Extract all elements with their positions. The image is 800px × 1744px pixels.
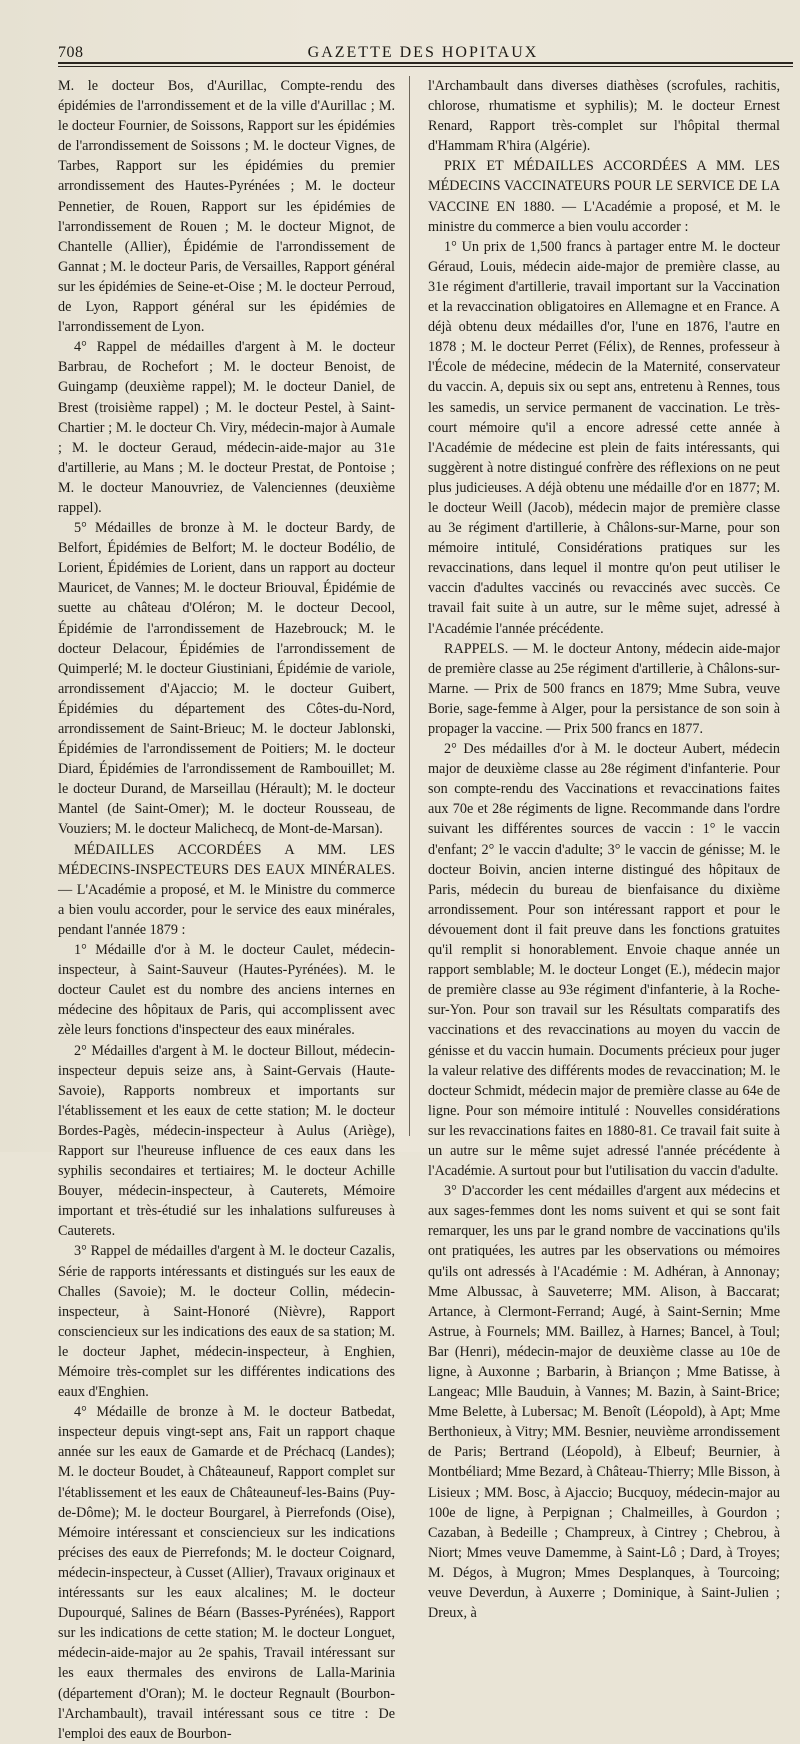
header-rule-thin (58, 66, 793, 67)
right-paragraph-6: 3° D'accorder les cent médailles d'argent aux médecins et aux sages-femmes dont les noms suivent et qui se sont fait remarquer, les uns par le grand nombre de vaccinations qu'ils ont pratiquées, les autres par les observations ou mémoires qu'ils ont adressés à l'Académie : M. Adhéran, à Annonay; Mme Albussac, à Sauveterre; MM. Alison, à Baccarat; Artance, à Clermont-Ferrand; Augé, à Saint-Sernin; Mme Astrue, à Fournels; MM. Baillez, à Harnes; Bancel, à Toul; Bar (Henri), médecin-major de deuxième classe au 10e de ligne, à Auxonne ; Barbarin, à Briançon ; Mme Batisse, à Langeac; Mlle Bauduin, à Vannes; M. Bazin, à Saint-Brice; Mme Belette, à Lubersac; M. Benoît (Léopold), à Apt; Mme Berthonieux, à Vitry; MM. Besnier, neuvième arrondissement de Paris; Bertrand (Léopold), à Elbeuf; Beurnier, à Montbéliard; Mme Bezard, à Château-Thierry; Mlle Bisson, à Lisieux ; MM. Bosc, à Ajaccio; Bucquoy, médecin-major au 100e de ligne, à Perpignan ; Chalmeilles, à Gourdon ; Cazaban, à Bedeille ; Champreux, à Cintrey ; Chebrou, à Niort; Mmes veuve Damemme, à Saint-Lô ; Dard, à Troyes; M. Dégos, à Mugron; Mmes Desplanques, à Tourcoing; veuve Deverdun, à Auxerre ; Dominique, à Saint-Julien ; Dreux, à (428, 1183, 780, 1622)
right-paragraph-1: l'Archambault dans diverses diathèses (scrofules, rachitis, chlorose, rhumatisme et syphilis); M. le docteur Ernest Renard, Rapport très-complet sur l'hôpital thermal d'Hammam R'hira (Algérie). (428, 78, 780, 155)
column-divider (409, 76, 410, 1136)
left-paragraph-5: 1° Médaille d'or à M. le docteur Caulet, médecin-inspecteur, à Saint-Sauveur (Hautes-Pyrénées). M. le docteur Caulet est du nombre des anciens internes en médecine des hôpitaux de Paris, qui accomplissent avec zèle leurs fonctions d'inspecteur des eaux minérales. (58, 942, 395, 1039)
left-paragraph-7: 3° Rappel de médailles d'argent à M. le docteur Cazalis, Série de rapports intéressants et distingués sur les eaux de Challes (Savoie); M. le docteur Collin, médecin-inspecteur, à Saint-Honoré (Nièvre), Rapport consciencieux sur les indications des eaux de sa station; M. le docteur Japhet, médecin-inspecteur, à Enghien, Mémoire très-complet sur les différentes indications des eaux d'Enghien. (58, 1243, 395, 1401)
left-column (58, 76, 395, 1742)
left-paragraph-4: MÉDAILLES ACCORDÉES A MM. LES MÉDECINS-INSPECTEURS DES EAUX MINÉRALES. — L'Académie a proposé, et M. le Ministre du commerce a bien voulu accorder, pour le service des eaux minérales, pendant l'année 1879 : (58, 841, 395, 938)
right-paragraph-4: RAPPELS. — M. le docteur Antony, médecin aide-major de première classe au 25e régiment d'artillerie, à Châlons-sur-Marne. — Prix de 500 francs en 1879; Mme Subra, veuve Borie, sage-femme à Alger, pour la persistance de son soin à propager la vaccine. — Prix 500 francs en 1877. (428, 640, 780, 737)
left-paragraph-3: 5° Médailles de bronze à M. le docteur Bardy, de Belfort, Épidémies de Belfort; M. le docteur Bodélio, de Lorient, Épidémies de Lorient, dans un rapport au docteur Mauricet, de Vannes; M. le docteur Briouval, Épidémie de suette au château d'Oléron; M. le docteur Decool, Épidémie de l'arrondissement de Hazebrouck; M. le docteur Delacour, Épidémies de l'arrondissement de Quimperlé; M. le docteur Giustiniani, Épidémie de variole, arrondissement d'Ajaccio; M. le docteur Guibert, Épidémies du département des Côtes-du-Nord, arrondissement de Saint-Brieuc; M. le docteur Jablonski, Épidémies de l'arrondissement de Poitiers; M. le docteur Diard, Épidémies de l'arrondissement de Rambouillet; M. le docteur Durand, de Marseillau (Hérault); M. le docteur Mantel (de Saint-Omer); M. le docteur Rousseau, de Vouziers; M. le docteur Malichecq, de Mont-de-Marsan). (58, 520, 395, 838)
right-column (428, 76, 780, 1622)
left-paragraph-2: 4° Rappel de médailles d'argent à M. le docteur Barbrau, de Rochefort ; M. le docteur Benoist, de Guingamp (deuxième rappel); M. le docteur Daniel, de Brest (troisième rappel) ; M. le docteur Pestel, à Saint-Chartier ; M. le docteur Ch. Viry, médecin-major à Aumale ; M. le docteur Geraud, médecin-aide-major au 31e d'artillerie, au Mans ; M. le docteur Prestat, de Pontoise ; M. le docteur Manouvriez, de Valenciennes (deuxième rappel). (58, 339, 395, 516)
right-paragraph-5: 2° Des médailles d'or à M. le docteur Aubert, médecin major de deuxième classe au 28e régiment d'infanterie. Pour son compte-rendu des Vaccinations et revaccinations faites aux 70e et 28e régiments de ligne. Recommande dans l'ordre suivant les différentes sources de vaccin : 1° le vaccin d'enfant; 2° le vaccin d'adulte; 3° le vaccin de génisse; M. le docteur Boivin, ancien interne distingué des hôpitaux de Paris, médecin du bureau de bienfaisance du dixième arrondissement. Pour son intéressant rapport et pour le dévouement dont il fait preuve dans les fonctions gratuites qu'il remplit si honorablement. Envoie chaque année un rapport semblable; M. le docteur Longet (E.), médecin major de première classe au 93e régiment d'infanterie, à la Roche-sur-Yon. Pour son travail sur les Résultats comparatifs des vaccinations et des revaccinations au moyen du vaccin de génisse et du vaccin humain. Documents précieux pour juger la valeur relative des différents modes de revaccination; M. le docteur Schmidt, médecin major de première classe au 64e de ligne. Pour son mémoire intitulé : Nouvelles considérations sur les revaccinations faites en 1880-81. Ce travail fait suite à un autre sur le même sujet adressé l'année précédente à l'Académie. A surtout pour but l'utilisation du vaccin d'adulte. (428, 741, 780, 1180)
header-rule-thick (58, 62, 793, 64)
page-number: 708 (58, 44, 84, 61)
running-head-title: GAZETTE DES HOPITAUX (307, 44, 539, 61)
left-paragraph-8: 4° Médaille de bronze à M. le docteur Batbedat, inspecteur depuis vingt-sept ans, Fait un rapport chaque année sur les eaux de Gamarde et de Préchacq (Landes); M. le docteur Boudet, à Châteauneuf, Rapport complet sur l'établissement et les eaux de Châteauneuf-les-Bains (Puy-de-Dôme); M. le docteur Bourgarel, à Pierrefonds (Oise), Mémoire intéressant et consciencieux sur les indications précises des eaux de Pierrefonds; M. le docteur Coignard, médecin-inspecteur, à Cusset (Allier), Travaux originaux et intéressants sur les eaux alcalines; M. le docteur Dupourqué, Salines de Béarn (Basses-Pyrénées), Rapport sur les indications de cette station; M. le docteur Longuet, médecin-aide-major au 2e spahis, Travail intéressant sur les eaux thermales des environs de Lalla-Marinia (département d'Oran); M. le docteur Regnault (Bourbon-l'Archambault), travail intéressant sous ce titre : De l'emploi des eaux de Bourbon- (58, 1404, 395, 1742)
right-paragraph-2: PRIX ET MÉDAILLES ACCORDÉES A MM. LES MÉDECINS VACCINATEURS POUR LE SERVICE DE LA VACCINE EN 1880. — L'Académie a proposé, et M. le ministre du commerce a bien voulu accorder : (428, 158, 780, 235)
left-paragraph-1: M. le docteur Bos, d'Aurillac, Compte-rendu des épidémies de l'arrondissement et de la ville d'Aurillac ; M. le docteur Fournier, de Soissons, Rapport sur les épidémies de l'arrondissement de Soissons ; M. le docteur Vignes, de Tarbes, Rapport sur les épidémies du premier arrondissement des Hautes-Pyrénées ; M. le docteur Pennetier, de Rouen, Rapport sur les épidémies de l'arrondissement de Rouen ; M. le docteur Mignot, de Chantelle (Allier), Épidémie de l'arrondissement de Gannat ; M. le docteur Paris, de Versailles, Rapport général sur les épidémies de Seine-et-Oise ; M. le docteur Perroud, de Lyon, Rapport général sur les épidémies de l'arrondissement de Lyon. (58, 78, 395, 336)
left-paragraph-6: 2° Médailles d'argent à M. le docteur Billout, médecin-inspecteur depuis seize ans, à Saint-Gervais (Haute-Savoie), Rapports nombreux et importants sur l'établissement et les eaux de cette station; M. le docteur Bordes-Pagès, médecin-inspecteur à Aulus (Ariège), Rapport sur l'heureuse influence de ces eaux dans les syphilis secondaires et tertiaires; M. le docteur Achille Bouyer, médecin-inspecteur, à Cauterets, Mémoire important et très-étudié sur les inhalations sulfureuses à Cauterets. (58, 1042, 395, 1240)
right-paragraph-3: 1° Un prix de 1,500 francs à partager entre M. le docteur Géraud, Louis, médecin aide-major de première classe, au 31e régiment d'artillerie, travail important sur la Vaccination et la revaccination obligatoires en Allemagne et en France. A déjà obtenu deux médailles d'or, l'une en 1876, l'autre en 1878 ; M. le docteur Perret (Félix), de Rennes, professeur à l'École de médecine, médecin de la Maternité, conservateur du vaccin. A, depuis six ou sept ans, entretenu à Rennes, tous les samedis, un service permanent de vaccination. Le très-court mémoire qu'il a encore adressé cette année à l'Académie de médecine est plein de faits intéressants, qui suggèrent à notre distingué confrère des réflexions on ne peut plus judicieuses. A déjà obtenu une médaille d'or en 1877; M. le docteur Weill (Jacob), médecin major de première classe au 3e régiment d'artillerie, à Châlons-sur-Marne, pour son mémoire intitulé, Considérations pratiques sur les revaccinations, dans lequel il montre qu'on peut utiliser le vaccin d'adultes vaccinés ou revaccinés avec succès. Ce travail fait suite à un autre, sur le même sujet, adressé à l'Académie l'année précédente. (428, 238, 780, 637)
